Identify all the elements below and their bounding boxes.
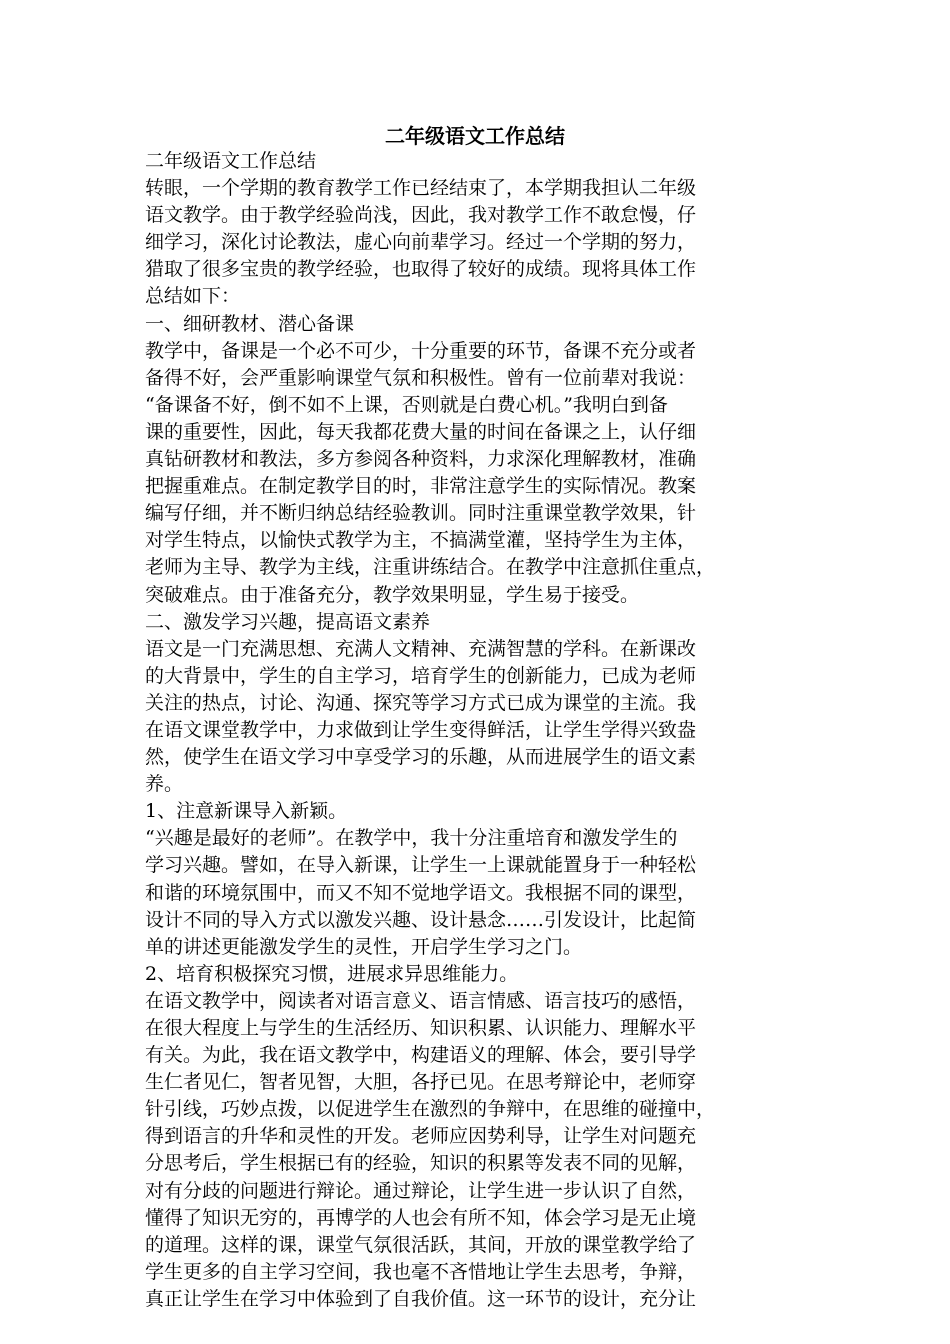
body-line: 总结如下： [145,285,241,308]
body-line: “兴趣是最好的老师”。在教学中，我十分注重培育和激发学生的 [145,827,678,850]
body-line: 有关。为此，我在语文教学中，构建语义的理解、体会，要引导学 [145,1044,697,1067]
body-line: 编写仔细，并不断归纳总结经验教训。同时注重课堂教学效果，针 [145,502,697,525]
body-line: 针引线，巧妙点拨，以促进学生在激烈的争辩中，在思维的碰撞中， [145,1098,716,1121]
body-line: 真钻研教材和教法，多方参阅各种资料，力求深化理解教材，准确 [145,448,697,471]
body-line: 一、细研教材、潜心备课 [145,312,355,335]
body-line: 二年级语文工作总结 [145,150,317,172]
body-line: 真正让学生在学习中体验到了自我价值。这一环节的设计，充分让 [145,1287,697,1310]
body-line: 的道理。这样的课，课堂气氛很活跃，其间，开放的课堂教学给了 [145,1233,697,1256]
body-line: 老师为主导、教学为主线，注重讲练结合。在教学中注意抓住重点， [145,556,716,579]
body-line: 懂得了知识无穷的，再博学的人也会有所不知，体会学习是无止境 [145,1206,697,1229]
body-line: 转眼，一个学期的教育教学工作已经结束了，本学期我担认二年级 [145,177,697,200]
body-line: 突破难点。由于准备充分，教学效果明显，学生易于接受。 [145,583,640,606]
body-line: 备得不好，会严重影响课堂气氛和积极性。曾有一位前辈对我说： [145,366,697,389]
body-line: 生仁者见仁，智者见智，大胆，各抒已见。在思考辩论中，老师穿 [145,1071,697,1094]
body-line: 教学中，备课是一个必不可少，十分重要的环节，备课不充分或者 [145,339,697,362]
document-body [145,148,805,1313]
body-line: 对有分歧的问题进行辩论。通过辩论，让学生进一步认识了自然， [145,1179,697,1202]
body-line: 关注的热点，讨论、沟通、探究等学习方式已成为课堂的主流。我 [145,691,697,714]
body-line: 在语文教学中，阅读者对语言意义、语言情感、语言技巧的感悟， [145,989,697,1012]
body-line: 语文是一门充满思想、充满人文精神、充满智慧的学科。在新课改 [145,637,697,660]
body-line: 对学生特点，以愉快式教学为主，不搞满堂灌，坚持学生为主体， [145,529,697,552]
body-line: 在很大程度上与学生的生活经历、知识积累、认识能力、理解水平 [145,1017,697,1039]
body-line: 二、激发学习兴趣，提高语文素养 [145,610,431,633]
document-title: 二年级语文工作总结 [385,124,565,148]
body-line: 学生更多的自主学习空间，我也毫不吝惜地让学生去思考，争辩， [145,1260,697,1283]
body-line: “备课备不好，倒不如不上课，否则就是白费心机。”我明白到备 [145,393,668,416]
body-line: 课的重要性，因此，每天我都花费大量的时间在备课之上，认仔细 [145,420,697,443]
body-line: 学习兴趣。譬如，在导入新课，让学生一上课就能置身于一种轻松 [145,854,697,877]
body-line: 得到语言的升华和灵性的开发。老师应因势利导，让学生对问题充 [145,1125,697,1148]
body-line: 细学习，深化讨论教法，虚心向前辈学习。经过一个学期的努力， [145,231,697,254]
body-line: 分思考后，学生根据已有的经验，知识的积累等发表不同的见解， [145,1152,697,1175]
body-line: 养。 [145,773,184,796]
body-line: 语文教学。由于教学经验尚浅，因此，我对教学工作不敢怠慢，仔 [145,204,697,227]
body-line: 把握重难点。在制定教学目的时，非常注意学生的实际情况。教案 [145,475,697,498]
body-line: 单的讲述更能激发学生的灵性，开启学生学习之门。 [145,935,583,958]
body-line: 和谐的环境氛围中，而又不知不觉地学语文。我根据不同的课型， [145,881,697,904]
body-line: 在语文课堂教学中，力求做到让学生变得鲜活，让学生学得兴致盎 [145,718,697,741]
body-line: 1、注意新课导入新颖。 [145,800,348,823]
body-line: 然，使学生在语文学习中享受学习的乐趣，从而进展学生的语文素 [145,746,697,769]
body-line: 设计不同的导入方式以激发兴趣、设计悬念……引发设计，比起简 [145,908,697,931]
body-line: 猎取了很多宝贵的教学经验，也取得了较好的成绩。现将具体工作 [145,258,697,281]
body-line: 2、培育积极探究习惯，进展求异思维能力。 [145,962,519,985]
body-line: 的大背景中，学生的自主学习，培育学生的创新能力，已成为老师 [145,664,697,687]
